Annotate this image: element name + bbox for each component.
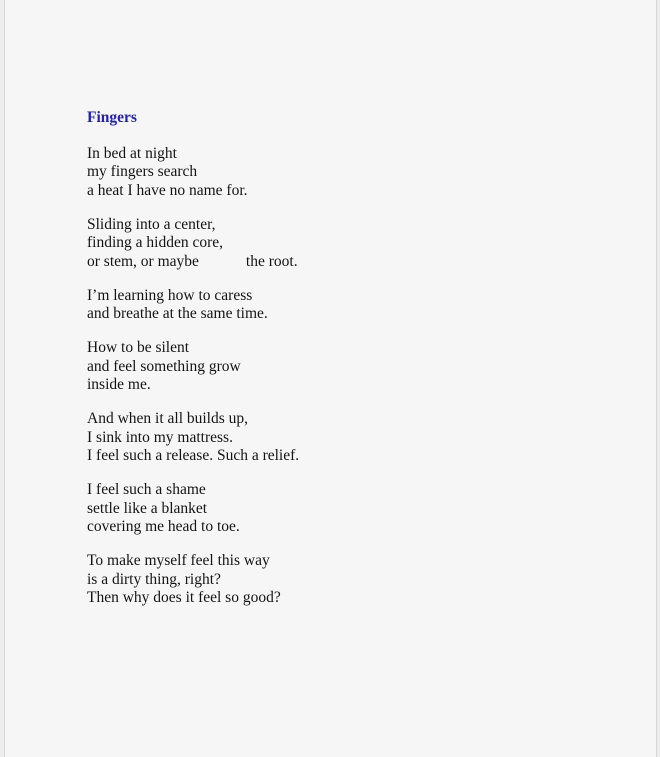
poem-line: covering me head to toe. — [87, 518, 240, 535]
poem-line: settle like a blanket — [87, 499, 208, 517]
poem-line: And when it all builds up, — [87, 410, 249, 427]
poem-line: To make myself feel this way — [87, 552, 270, 569]
poem-line: Then why does it feel so good? — [87, 589, 281, 606]
stanza-2 — [87, 216, 299, 272]
poem-line: and feel something grow — [87, 357, 241, 375]
poem-line: inside me. — [87, 376, 151, 393]
poem-title: Fingers — [87, 109, 137, 126]
poem-line: I’m learning how to caress — [87, 286, 253, 304]
stanza-1 — [87, 145, 299, 201]
poem-line: Sliding into a center, — [87, 215, 216, 233]
poem — [87, 109, 299, 623]
poem-line: finding a hidden core, — [87, 234, 224, 251]
poem-line: my fingers search — [87, 163, 198, 180]
stanza-6 — [87, 481, 299, 537]
poem-line: is a dirty thing, right? — [87, 570, 221, 588]
poem-line-split — [87, 253, 299, 272]
stanza-5 — [87, 410, 299, 466]
stanza-3 — [87, 287, 299, 324]
stanza-7 — [87, 552, 299, 608]
poem-line: I feel such a release. Such a relief. — [87, 447, 300, 464]
poem-line: I feel such a shame — [87, 481, 206, 498]
poem-line-fragment: the root. — [245, 252, 298, 270]
poem-line-fragment: or stem, or maybe — [87, 252, 199, 270]
poem-line: and breathe at the same time. — [87, 305, 268, 322]
poem-line: In bed at night — [87, 144, 177, 162]
stanza-4 — [87, 339, 299, 395]
poem-line: I sink into my mattress. — [87, 428, 233, 446]
document-page — [4, 0, 657, 757]
poem-line: How to be silent — [87, 339, 190, 356]
poem-line: a heat I have no name for. — [87, 181, 248, 199]
